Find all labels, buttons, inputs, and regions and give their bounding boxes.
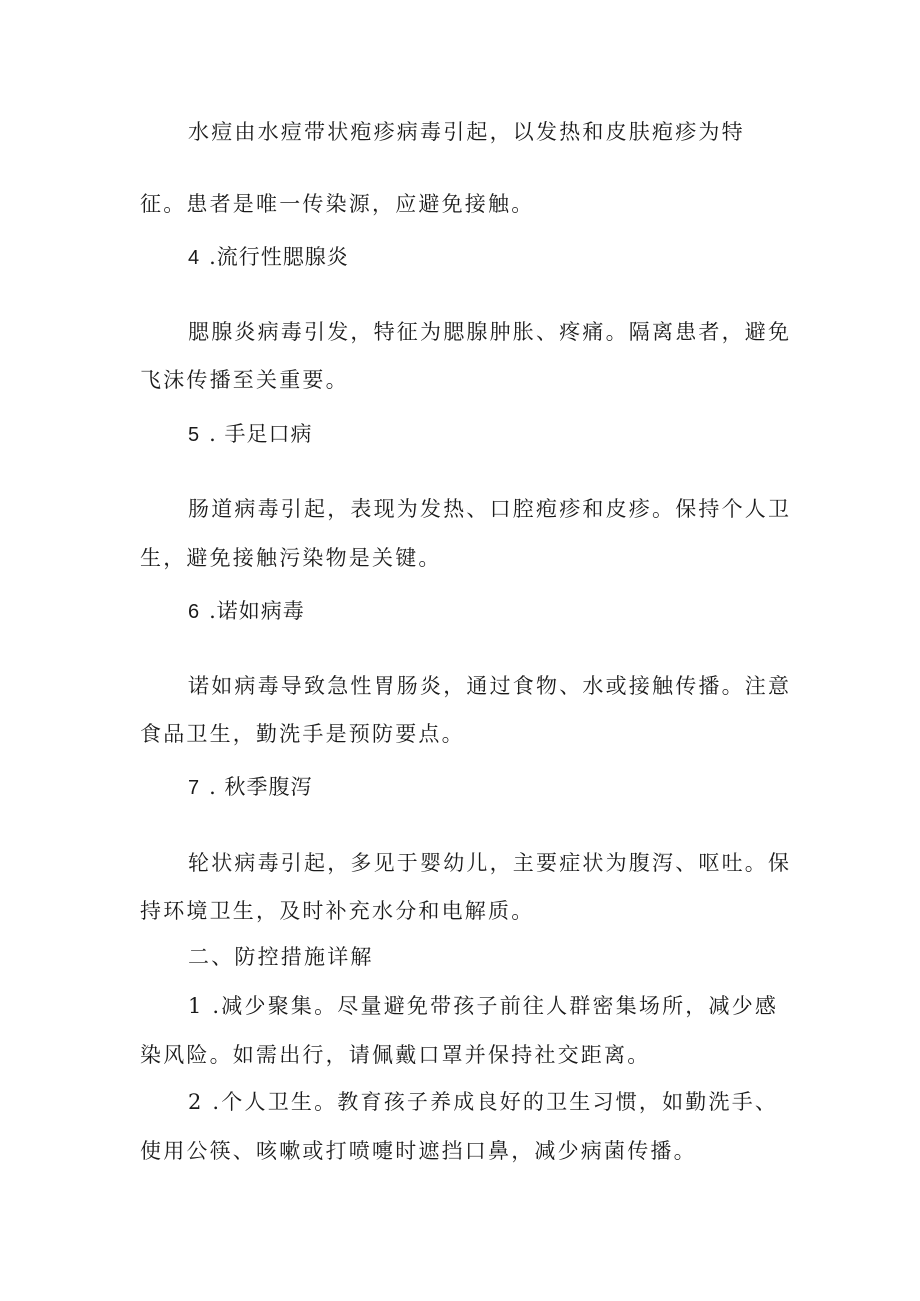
heading-title: . 手足口病	[209, 422, 313, 446]
heading-number: 7	[188, 777, 200, 799]
heading-number: 4	[188, 247, 200, 269]
heading-number: 5	[188, 424, 200, 446]
section-heading-prevention: 二、防控措施详解	[188, 945, 374, 969]
heading-title: . 秋季腹泻	[209, 775, 313, 799]
paragraph-line: 诺如病毒导致急性胃肠炎，通过食物、水或接触传播。注意	[188, 674, 792, 698]
section-heading-mumps	[188, 242, 349, 273]
heading-title: .流行性腮腺炎	[209, 245, 349, 269]
section-heading-hfmd	[188, 419, 312, 450]
paragraph-line: 染风险。如需出行，请佩戴口罩并保持社交距离。	[140, 1043, 651, 1067]
paragraph-line: 水痘由水痘带状疱疹病毒引起，以发热和皮肤疱疹为特	[188, 120, 745, 144]
paragraph-line: 使用公筷、咳嗽或打喷嚏时遮挡口鼻，减少病菌传播。	[140, 1139, 697, 1163]
paragraph-line: 飞沫传播至关重要。	[140, 368, 349, 392]
section-heading-norovirus	[188, 596, 305, 627]
paragraph-line: 持环境卫生，及时补充水分和电解质。	[140, 899, 535, 923]
paragraph-line: 2 .个人卫生。教育孩子养成良好的卫生习惯，如勤洗手、	[188, 1090, 779, 1114]
heading-number: 6	[188, 601, 200, 623]
heading-title: .诺如病毒	[209, 599, 305, 623]
section-heading-autumn-diarrhea	[188, 772, 312, 803]
paragraph-line: 1 .减少聚集。尽量避免带孩子前往人群密集场所，减少感	[188, 994, 779, 1018]
paragraph-line: 生，避免接触污染物是关键。	[140, 546, 442, 570]
paragraph-line: 肠道病毒引起，表现为发热、口腔疱疹和皮疹。保持个人卫	[188, 497, 792, 521]
paragraph-line: 食品卫生，勤洗手是预防要点。	[140, 722, 465, 746]
paragraph-line: 轮状病毒引起，多见于婴幼儿，主要症状为腹泻、呕吐。保	[188, 851, 792, 875]
paragraph-line: 征。患者是唯一传染源，应避免接触。	[140, 192, 535, 216]
paragraph-line: 腮腺炎病毒引发，特征为腮腺肿胀、疼痛。隔离患者，避免	[188, 320, 792, 344]
